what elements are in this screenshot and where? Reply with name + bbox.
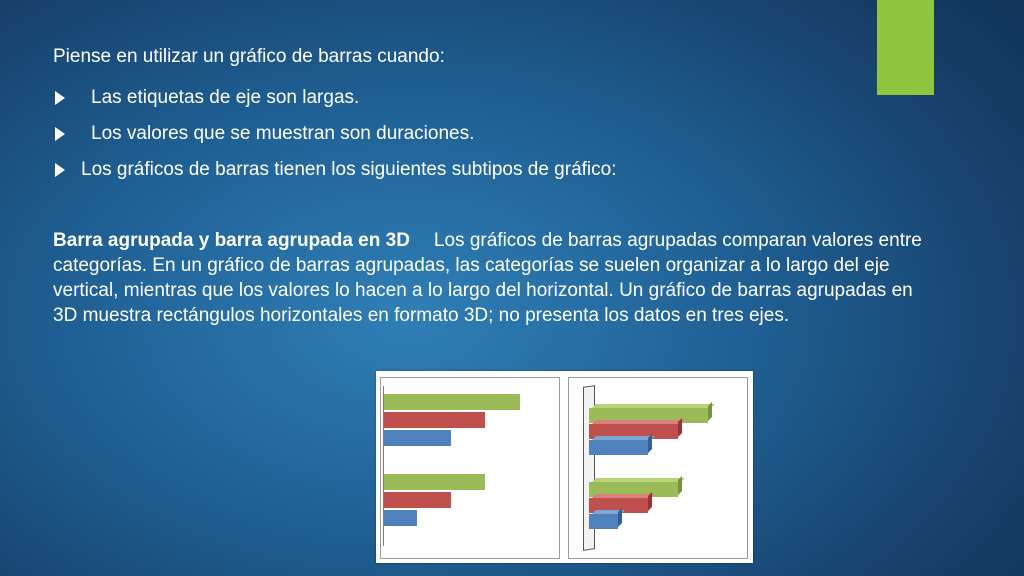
- description-text: Los gráficos de barras agrupadas comparan valores entre categorías. En un gráfico de barras agrupadas, las categorías se suelen organizar a lo largo del eje vertical, mientras que los valores lo hacen a lo largo del horizontal. Un gráfico de barras agrupadas en 3D muestra rectángulos horizontales en formato 3D; no presenta los datos en tres ejes.: [53, 230, 922, 326]
- intro-text: Piense en utilizar un gráfico de barras cuando:: [53, 46, 445, 67]
- bar: [384, 492, 451, 508]
- arrow-bullet-icon: [55, 127, 65, 141]
- bar: [384, 430, 451, 446]
- bar: [384, 474, 485, 490]
- term-heading: Barra agrupada y barra agrupada en 3D: [53, 230, 410, 251]
- bullet-item: [53, 152, 933, 188]
- description-paragraph: [53, 228, 933, 328]
- bullet-item: [53, 116, 933, 152]
- bullet-item: [53, 80, 933, 116]
- clustered-bar-3d-chart: [568, 377, 748, 559]
- bullet-text: Las etiquetas de eje son largas.: [91, 87, 360, 108]
- bullet-text: Los valores que se muestran son duraciones.: [91, 123, 475, 144]
- arrow-bullet-icon: [55, 91, 65, 105]
- bar: [384, 412, 485, 428]
- bar-3d: [589, 514, 618, 529]
- bullet-text: Los gráficos de barras tienen los siguientes subtipos de gráfico:: [81, 159, 617, 180]
- bar: [384, 394, 520, 410]
- bullet-list: [53, 80, 933, 188]
- slide-content: [53, 44, 933, 188]
- arrow-bullet-icon: [55, 163, 65, 177]
- bar: [384, 510, 417, 526]
- bar-3d: [589, 440, 648, 455]
- chart-illustration: [376, 371, 753, 563]
- clustered-bar-chart: [380, 377, 560, 559]
